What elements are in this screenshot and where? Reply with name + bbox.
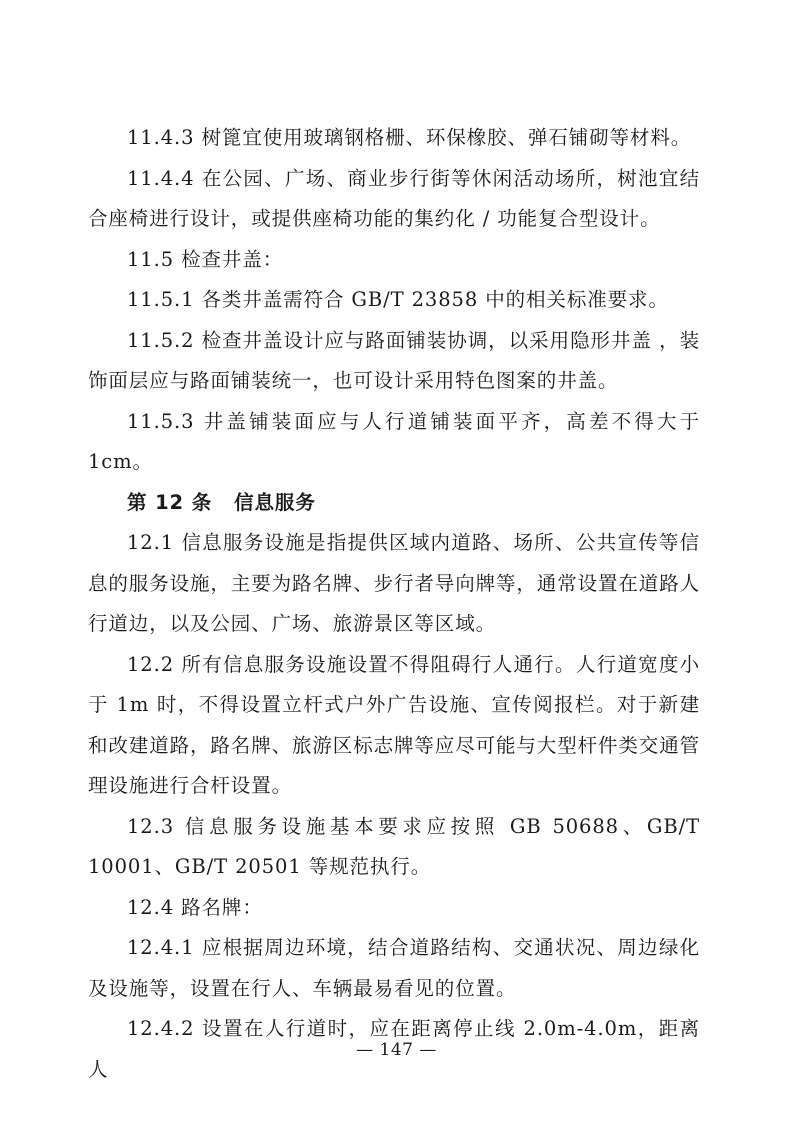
paragraph-11-5: 11.5 检查井盖：: [127, 247, 284, 271]
paragraph-12-1: 12.1 信息服务设施是指提供区域内道路、场所、公共宣传等信息的服务设施，主要为路名牌、步行者导向牌等，通常设置在道路人行道边，以及公园、广场、旅游景区等区域。: [88, 531, 701, 635]
paragraph-12-4: 12.4 路名牌：: [127, 895, 263, 919]
paragraph-12-2: 12.2 所有信息服务设施设置不得阻碍行人通行。人行道宽度小于 1m 时，不得设置立杆式户外广告设施、宣传阅报栏。对于新建和改建道路，路名牌、旅游区标志牌等应尽可能与大型杆件类交通管理设施进行合杆设置。: [88, 652, 701, 797]
paragraph-12-4-2: 12.4.2 设置在人行道时，应在距离停止线 2.0m-4.0m，距离人: [88, 1017, 700, 1081]
paragraph-11-4-3: 11.4.3 树篦宜使用玻璃钢格栅、环保橡胶、弹石铺砌等材料。: [127, 126, 692, 149]
paragraph-11-5-3: 11.5.3 井盖铺装面应与人行道铺装面平齐，高差不得大于1cm。: [88, 409, 700, 473]
section-heading: [88, 483, 700, 524]
page-number: — 147 —: [356, 1040, 437, 1060]
paragraph-11-4-4: 11.4.4 在公园、广场、商业步行街等休闲活动场所，树池宜结合座椅进行设计，或提供座椅功能的集约化 / 功能复合型设计。: [88, 166, 700, 230]
paragraph-12-4-1: 12.4.1 应根据周边环境，结合道路结构、交通状况、周边绿化及设施等，设置在行人、车辆最易看见的位置。: [88, 936, 700, 1000]
paragraph-11-5-1: 11.5.1 各类井盖需符合 GB/T 23858 中的相关标准要求。: [127, 288, 669, 311]
section-title: 信息服务: [234, 490, 316, 514]
article-number: 第 12 条: [127, 490, 213, 514]
paragraph-11-5-2: 11.5.2 检查井盖设计应与路面铺装协调，以采用隐形井盖 ，装饰面层应与路面铺装统一，也可设计采用特色图案的井盖。: [88, 328, 700, 392]
page-body: [88, 118, 700, 1090]
paragraph-12-3: 12.3 信息服务设施基本要求应按照 GB 50688、GB/T 10001、GB/T 20501 等规范执行。: [88, 814, 700, 878]
